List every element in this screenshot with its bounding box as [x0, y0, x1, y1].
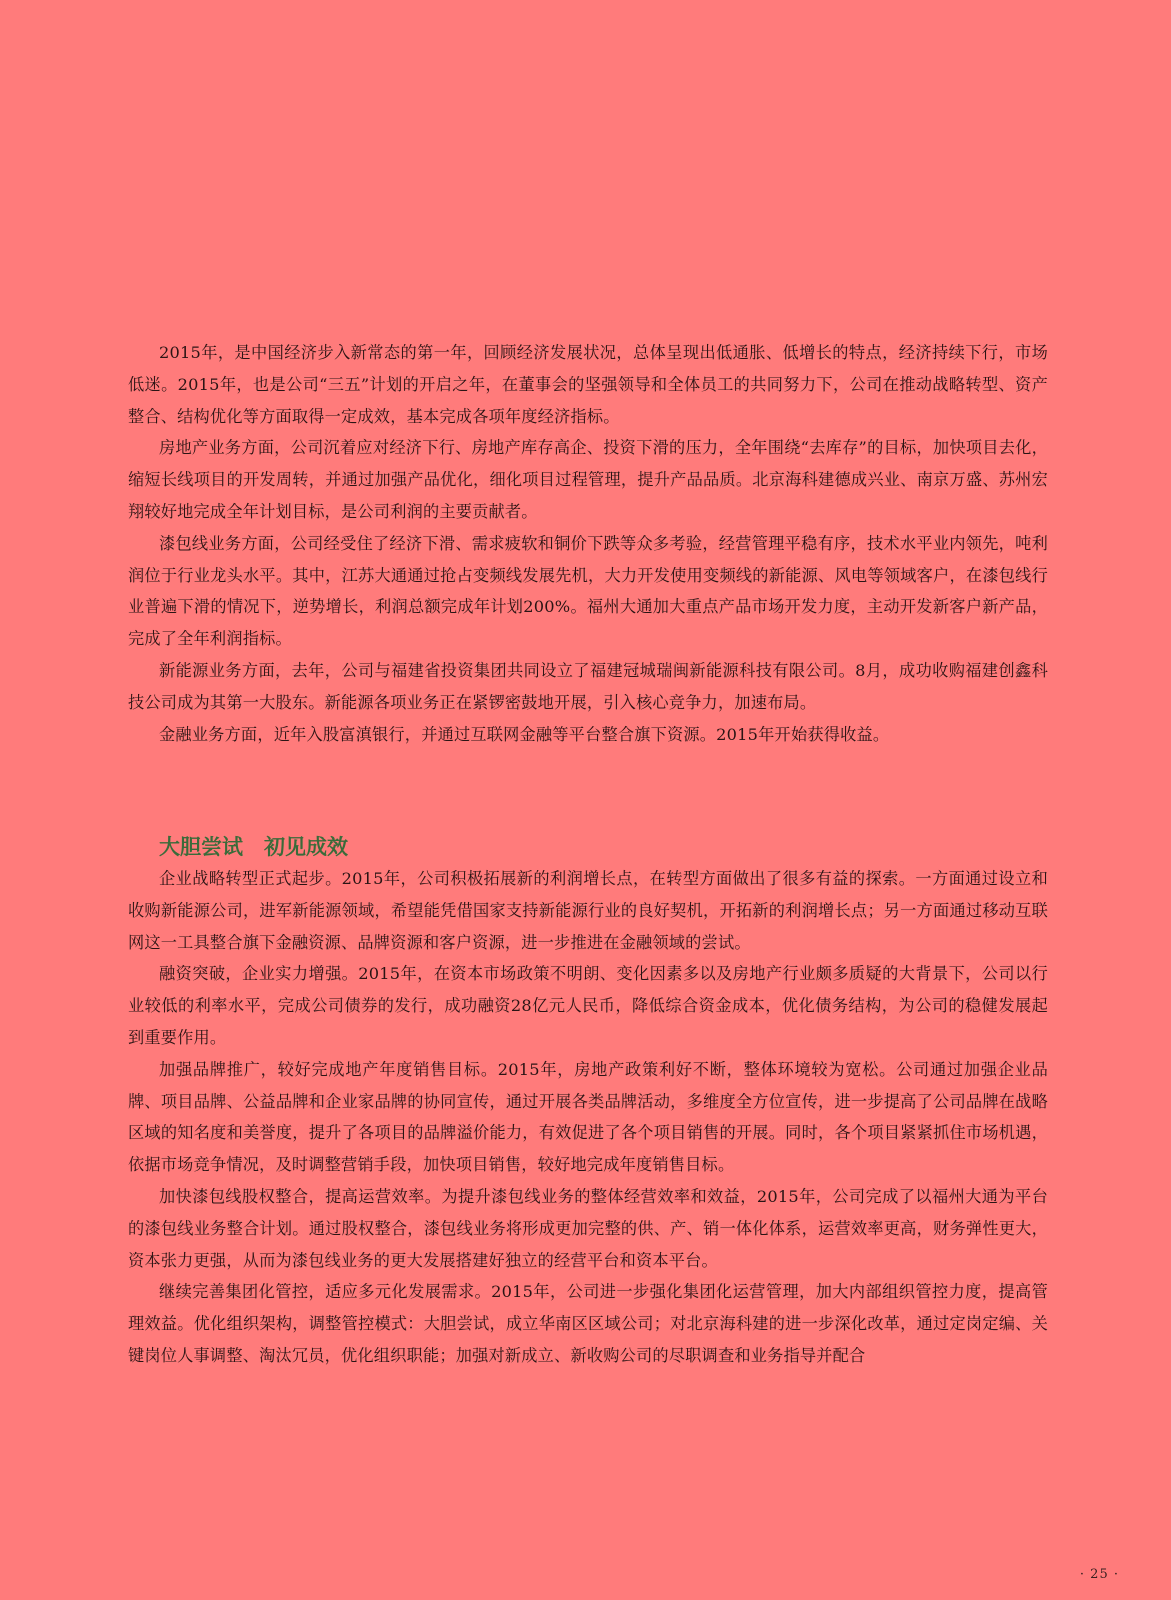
- bold-attempt-section: [128, 832, 1048, 1372]
- section-heading: 大胆尝试 初见成效: [159, 835, 348, 859]
- brand-promotion-paragraph: 加强品牌推广，较好完成地产年度销售目标。2015年，房地产政策利好不断，整体环境较为宽松。公司通过加强企业品牌、项目品牌、公益品牌和企业家品牌的协同宣传，通过开展各类品牌活动，多维度全方位宣传，进一步提高了公司品牌在战略区域的知名度和美誉度，提升了各项目的品牌溢价能力，有效促进了各个项目销售的开展。同时，各个项目紧紧抓住市场机遇，依据市场竞争情况，及时调整营销手段，加快项目销售，较好地完成年度销售目标。: [128, 1059, 1048, 1175]
- group-management-paragraph: 继续完善集团化管控，适应多元化发展需求。2015年，公司进一步强化集团化运营管理，加大内部组织管控力度，提高管理效益。优化组织架构，调整管控模式：大胆尝试，成立华南区区域公司；对北京海科建的进一步深化改革，通过定岗定编、关键岗位人事调整、淘汰冗员，优化组织职能；加强对新成立、新收购公司的尽职调查和业务指导并配合: [128, 1282, 1048, 1365]
- strategic-transformation-paragraph: 企业战略转型正式起步。2015年，公司积极拓展新的利润增长点，在转型方面做出了很多有益的探索。一方面通过设立和收购新能源公司，进军新能源领域，希望能凭借国家支持新能源行业的良好契机，开拓新的利润增长点；另一方面通过移动互联网这一工具整合旗下金融资源、品牌资源和客户资源，进一步推进在金融领域的尝试。: [128, 869, 1048, 952]
- real-estate-paragraph: 房地产业务方面，公司沉着应对经济下行、房地产库存高企、投资下滑的压力，全年围绕“去库存”的目标，加快项目去化，缩短长线项目的开发周转，并通过加强产品优化，细化项目过程管理，提升产品品质。北京海科建德成兴业、南京万盛、苏州宏翔较好地完成全年计划目标，是公司利润的主要贡献者。: [128, 438, 1048, 521]
- enameled-wire-paragraph: 漆包线业务方面，公司经受住了经济下滑、需求疲软和铜价下跌等众多考验，经营管理平稳有序，技术水平业内领先，吨利润位于行业龙头水平。其中，江苏大通通过抢占变频线发展先机，大力开发使用变频线的新能源、风电等领域客户，在漆包线行业普遍下滑的情况下，逆势增长，利润总额完成年计划200%。福州大通加大重点产品市场开发力度，主动开发新客户新产品，完成了全年利润指标。: [128, 533, 1048, 649]
- overview-section: [128, 337, 1048, 750]
- finance-paragraph: 金融业务方面，近年入股富滇银行，并通过互联网金融等平台整合旗下资源。2015年开始获得收益。: [159, 724, 890, 744]
- overview-paragraph: 2015年，是中国经济步入新常态的第一年，回顾经济发展状况，总体呈现出低通胀、低增长的特点，经济持续下行，市场低迷。2015年，也是公司“三五”计划的开启之年，在董事会的坚强领导和全体员工的共同努力下，公司在推动战略转型、资产整合、结构优化等方面取得一定成效，基本完成各项年度经济指标。: [128, 343, 1048, 426]
- new-energy-paragraph: 新能源业务方面，去年，公司与福建省投资集团共同设立了福建冠城瑞闽新能源科技有限公司。8月，成功收购福建创鑫科技公司成为其第一大股东。新能源各项业务正在紧锣密鼓地开展，引入核心竞争力，加速布局。: [128, 660, 1048, 712]
- financing-paragraph: 融资突破，企业实力增强。2015年，在资本市场政策不明朗、变化因素多以及房地产行业颇多质疑的大背景下，公司以行业较低的利率水平，完成公司债券的发行，成功融资28亿元人民币，降低综合资金成本，优化债务结构，为公司的稳健发展起到重要作用。: [128, 964, 1048, 1047]
- equity-integration-paragraph: 加快漆包线股权整合，提高运营效率。为提升漆包线业务的整体经营效率和效益，2015年，公司完成了以福州大通为平台的漆包线业务整合计划。通过股权整合，漆包线业务将形成更加完整的供、产、销一体化体系，运营效率更高，财务弹性更大，资本张力更强，从而为漆包线业务的更大发展搭建好独立的经营平台和资本平台。: [128, 1186, 1048, 1270]
- page-number: · 25 ·: [1079, 1567, 1119, 1582]
